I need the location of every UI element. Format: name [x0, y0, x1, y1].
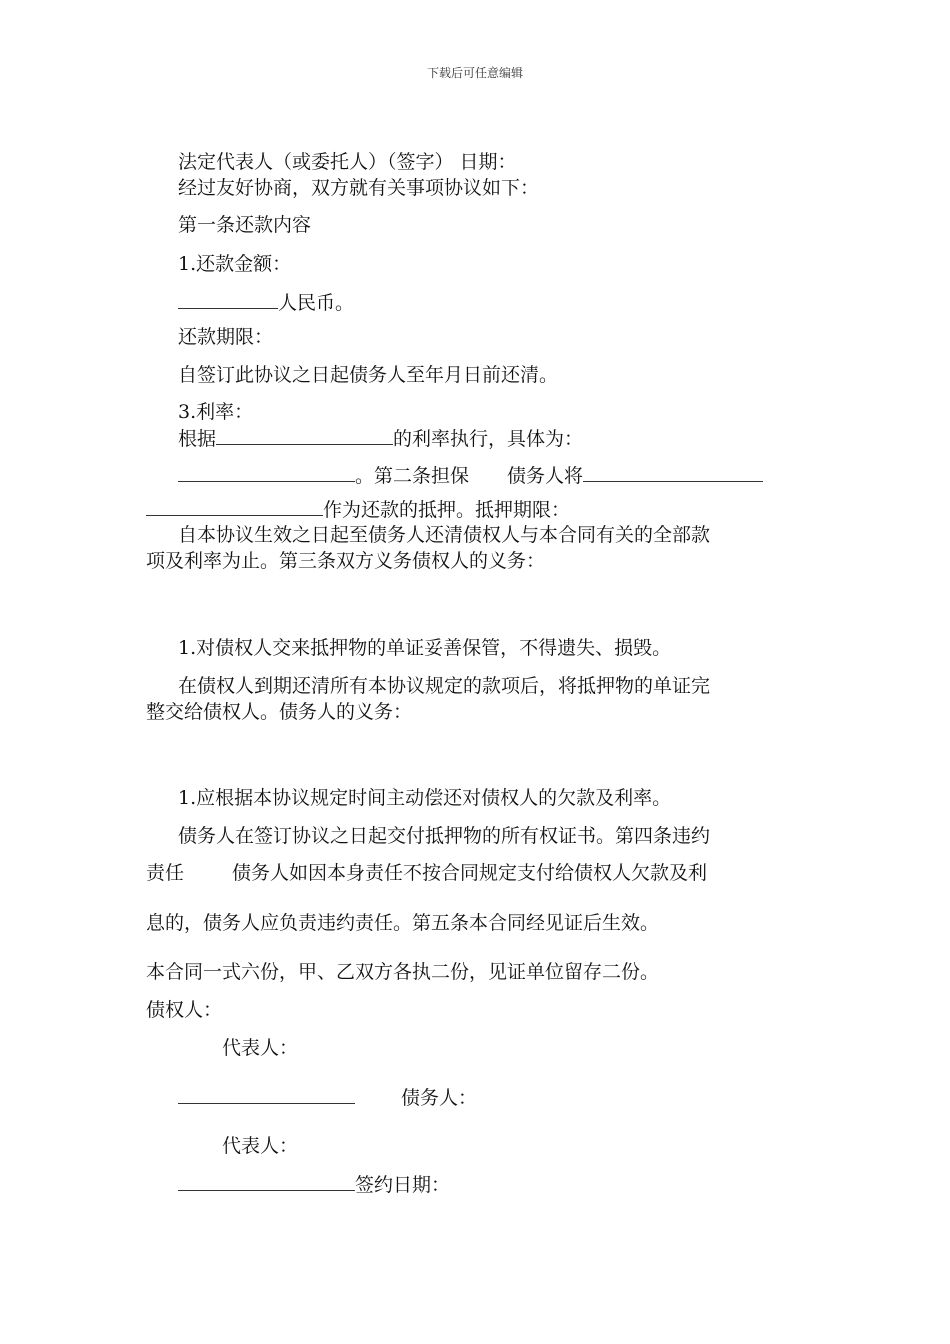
debtor-rep-blank — [178, 1172, 355, 1191]
creditor-duty-1: 1.对债权人交来抵押物的单证妥善保管，不得遗失、损毁。 — [178, 637, 672, 659]
creditor-duty-2b: 整交给债权人。债务人的义务： — [146, 701, 413, 723]
collateral-blank — [583, 463, 763, 482]
debtor-will-text: 债务人将 — [507, 465, 584, 487]
repayment-term-text: 自签订此协议之日起债务人至年月日前还清。 — [178, 364, 559, 386]
signing-date-line — [178, 1172, 450, 1197]
mortgage-term-text-1: 自本协议生效之日起至债务人还清债权人与本合同有关的全部款 — [178, 524, 711, 546]
mortgage-term-label: 作为还款的抵押。抵押期限： — [323, 499, 571, 521]
interest-basis-line — [178, 426, 583, 451]
liability-label: 责任 — [146, 862, 185, 884]
amount-line — [178, 290, 354, 315]
collateral-blank-2 — [146, 497, 323, 516]
mortgage-term-text-2: 项及利率为止。第三条双方义务债权人的义务： — [146, 550, 546, 572]
debtor-duty-1: 1.应根据本协议规定时间主动偿还对债权人的欠款及利率。 — [178, 787, 672, 809]
liability-line — [146, 861, 707, 885]
article-1-title: 第一条还款内容 — [178, 214, 312, 236]
article-2-title: 。第二条担保 — [355, 465, 470, 487]
interest-basis-blank — [216, 426, 393, 445]
copies-text: 本合同一式六份，甲、乙双方各执二份，见证单位留存二份。 — [146, 961, 660, 983]
repayment-term-label: 还款期限： — [178, 326, 274, 348]
line-legal-rep: 法定代表人（或委托人）（签字） 日期： — [178, 151, 517, 173]
page-header: 下载后可任意编辑 — [426, 66, 523, 80]
debtor-line — [178, 1085, 477, 1110]
debtor-duty-2: 债务人在签订协议之日起交付抵押物的所有权证书。第四条违约 — [178, 825, 711, 847]
debtor-label: 债务人： — [401, 1087, 478, 1109]
basis-suffix: 的利率执行，具体为： — [393, 428, 584, 450]
amount-blank — [178, 290, 278, 309]
interest-rate-label: 3.利率： — [178, 401, 254, 423]
creditor-rep-blank — [178, 1085, 355, 1104]
currency-text: 人民币。 — [278, 292, 355, 314]
signing-date-label: 签约日期： — [355, 1174, 451, 1196]
basis-text: 根据 — [178, 428, 217, 450]
guarantee-line — [178, 463, 763, 488]
line-negotiation: 经过友好协商，双方就有关事项协议如下： — [178, 177, 540, 199]
creditor-duty-2a: 在债权人到期还清所有本协议规定的款项后，将抵押物的单证完 — [178, 675, 711, 697]
creditor-label: 债权人： — [146, 999, 223, 1021]
interest-detail-blank — [178, 463, 355, 482]
creditor-rep-label: 代表人： — [222, 1037, 299, 1059]
debtor-rep-label: 代表人： — [222, 1135, 299, 1157]
liability-text-2: 息的，债务人应负责违约责任。第五条本合同经见证后生效。 — [146, 912, 660, 934]
liability-text: 债务人如因本身责任不按合同规定支付给债权人欠款及利 — [232, 862, 708, 884]
collateral-line — [146, 497, 570, 522]
repayment-amount-label: 1.还款金额： — [178, 253, 292, 275]
